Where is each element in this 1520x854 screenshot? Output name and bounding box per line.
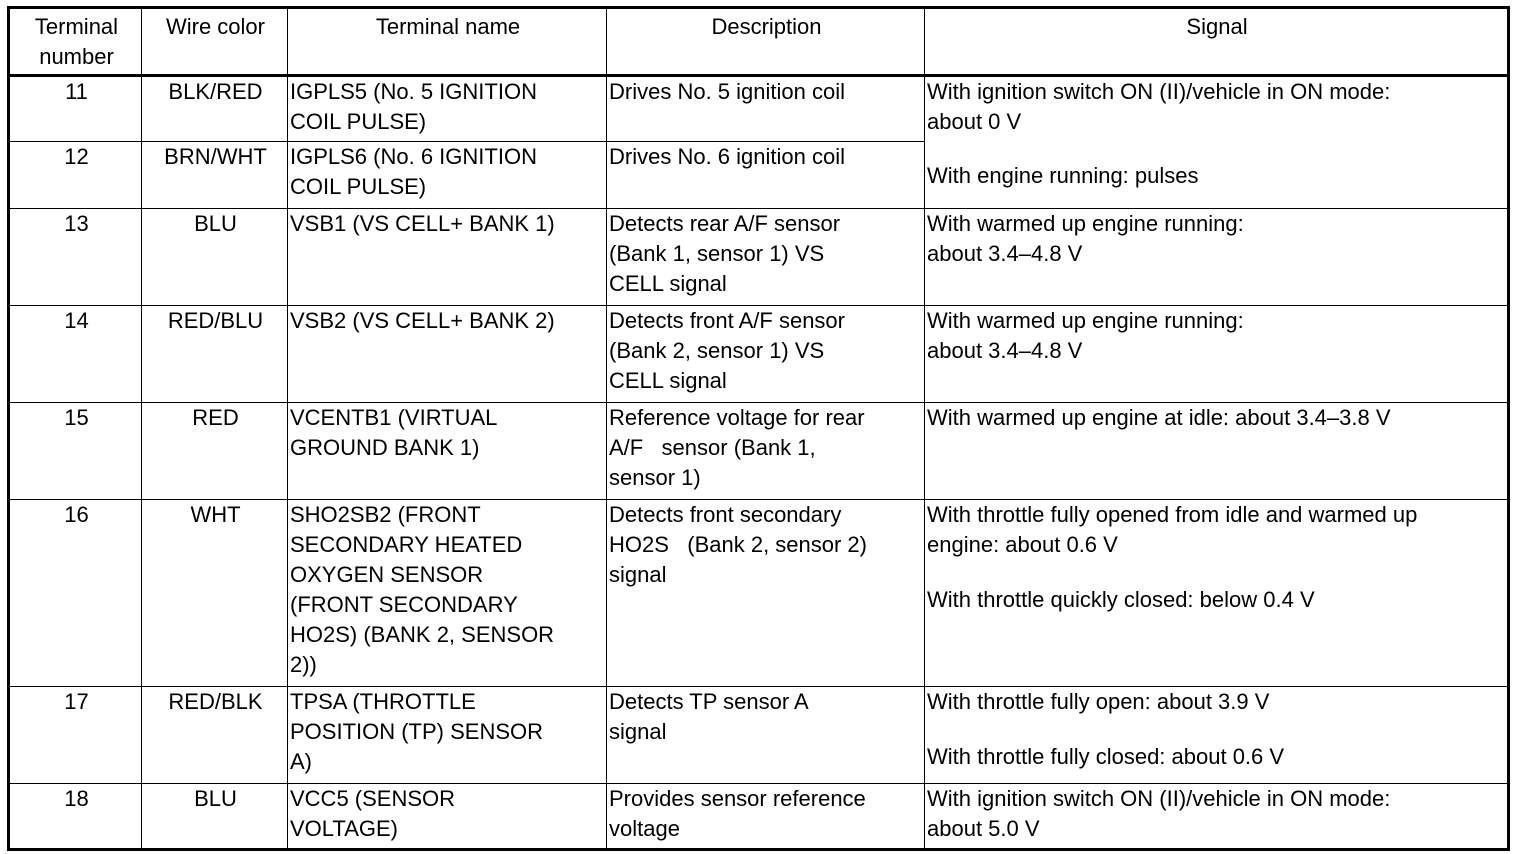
terminal-number: 18 (9, 784, 142, 850)
signal-line: With throttle fully opened from idle and warmed up (927, 502, 1418, 527)
signal (925, 306, 1509, 403)
terminal-name (288, 500, 607, 687)
wire-color: RED (142, 403, 288, 500)
signal-line: With throttle fully closed: about 0.6 V (927, 744, 1285, 769)
description (607, 142, 925, 209)
signal (925, 784, 1509, 850)
terminal-name-line: IGPLS5 (No. 5 IGNITION (290, 79, 537, 104)
description (607, 500, 925, 687)
terminal-number: 15 (9, 403, 142, 500)
description-line: Detects TP sensor A (609, 689, 809, 714)
signal-line: With warmed up engine at idle: about 3.4–3.8 V (927, 405, 1391, 430)
wire-color: BLU (142, 209, 288, 306)
terminal-name-line: A) (290, 749, 312, 774)
terminal-name-line: COIL PULSE) (290, 109, 427, 134)
description (607, 687, 925, 784)
terminal-name-line: IGPLS6 (No. 6 IGNITION (290, 144, 537, 169)
signal-line: With throttle fully open: about 3.9 V (927, 689, 1270, 714)
terminal-name-line: GROUND BANK 1) (290, 435, 480, 460)
header-terminal-name: Terminal name (288, 8, 607, 76)
wire-color: RED/BLK (142, 687, 288, 784)
terminal-name-line: COIL PULSE) (290, 174, 427, 199)
wire-color: BRN/WHT (142, 142, 288, 209)
description-line: signal (609, 719, 667, 744)
signal-line: With engine running: pulses (927, 163, 1199, 188)
terminal-number: 16 (9, 500, 142, 687)
description-line: Drives No. 5 ignition coil (609, 79, 845, 104)
terminal-name-line: TPSA (THROTTLE (290, 689, 476, 714)
description-line: Provides sensor reference (609, 786, 866, 811)
signal-shared-11-12 (925, 76, 1509, 209)
description-line: sensor 1) (609, 465, 701, 490)
header-terminal-number (9, 8, 142, 76)
signal-line: engine: about 0.6 V (927, 532, 1118, 557)
terminal-name (288, 403, 607, 500)
table-row-18 (9, 784, 1509, 850)
signal (925, 209, 1509, 306)
description (607, 403, 925, 500)
signal (925, 403, 1509, 500)
description (607, 306, 925, 403)
description-line: (Bank 2, sensor 1) VS (609, 338, 825, 363)
description-line: Detects rear A/F sensor (609, 211, 841, 236)
header-wire-color: Wire color (142, 8, 288, 76)
terminal-name (288, 209, 607, 306)
terminal-name-line: OXYGEN SENSOR (290, 562, 484, 587)
terminal-table-container (7, 6, 1507, 851)
terminal-name-line: SHO2SB2 (FRONT (290, 502, 481, 527)
terminal-name-line: HO2S) (BANK 2, SENSOR (290, 622, 555, 647)
terminal-name-line: 2)) (290, 652, 317, 677)
header-description: Description (607, 8, 925, 76)
description-line: signal (609, 562, 667, 587)
signal-line: about 5.0 V (927, 816, 1040, 841)
description-line: A/F sensor (Bank 1, (609, 435, 816, 460)
terminal-number: 11 (9, 76, 142, 142)
table-row-15 (9, 403, 1509, 500)
description-line: voltage (609, 816, 680, 841)
description-line: Detects front A/F sensor (609, 308, 845, 333)
terminal-name-line: VCC5 (SENSOR (290, 786, 456, 811)
terminal-name (288, 142, 607, 209)
terminal-name (288, 306, 607, 403)
signal-line: about 3.4–4.8 V (927, 241, 1083, 266)
terminal-name-line: VOLTAGE) (290, 816, 398, 841)
table-row-14 (9, 306, 1509, 403)
signal (925, 687, 1509, 784)
description-line: Drives No. 6 ignition coil (609, 144, 845, 169)
header-signal: Signal (925, 8, 1509, 76)
description-line: Reference voltage for rear (609, 405, 865, 430)
description-line: (Bank 1, sensor 1) VS (609, 241, 825, 266)
wire-color: BLK/RED (142, 76, 288, 142)
terminal-name-line: (FRONT SECONDARY (290, 592, 518, 617)
table-row-17 (9, 687, 1509, 784)
header-terminal-number-line-2: number (39, 44, 114, 69)
header-terminal-number-line-1: Terminal (34, 14, 119, 39)
signal-line: about 3.4–4.8 V (927, 338, 1083, 363)
description-line: Detects front secondary (609, 502, 842, 527)
wire-color: RED/BLU (142, 306, 288, 403)
table-row-11 (9, 76, 1509, 142)
signal-line: With ignition switch ON (II)/vehicle in ON mode: (927, 786, 1391, 811)
description-line: CELL signal (609, 271, 727, 296)
terminal-table (7, 6, 1510, 851)
terminal-name-line: VSB2 (VS CELL+ BANK 2) (290, 308, 555, 333)
terminal-name-line: VCENTB1 (VIRTUAL (290, 405, 498, 430)
terminal-name (288, 784, 607, 850)
description (607, 784, 925, 850)
description (607, 209, 925, 306)
table-header-row (9, 8, 1509, 76)
signal-line: With ignition switch ON (II)/vehicle in ON mode: (927, 79, 1391, 104)
terminal-name-line: SECONDARY HEATED (290, 532, 523, 557)
terminal-name (288, 76, 607, 142)
terminal-number: 12 (9, 142, 142, 209)
signal (925, 500, 1509, 687)
signal-line: With warmed up engine running: (927, 211, 1244, 236)
terminal-name-line: VSB1 (VS CELL+ BANK 1) (290, 211, 555, 236)
table-row-13 (9, 209, 1509, 306)
terminal-name-line: POSITION (TP) SENSOR (290, 719, 544, 744)
description-line: CELL signal (609, 368, 727, 393)
terminal-number: 17 (9, 687, 142, 784)
terminal-name (288, 687, 607, 784)
terminal-number: 13 (9, 209, 142, 306)
wire-color: WHT (142, 500, 288, 687)
signal-line: With throttle quickly closed: below 0.4 V (927, 587, 1315, 612)
wire-color: BLU (142, 784, 288, 850)
signal-line: about 0 V (927, 109, 1022, 134)
terminal-number: 14 (9, 306, 142, 403)
table-row-16 (9, 500, 1509, 687)
description (607, 76, 925, 142)
signal-line: With warmed up engine running: (927, 308, 1244, 333)
description-line: HO2S (Bank 2, sensor 2) (609, 532, 867, 557)
